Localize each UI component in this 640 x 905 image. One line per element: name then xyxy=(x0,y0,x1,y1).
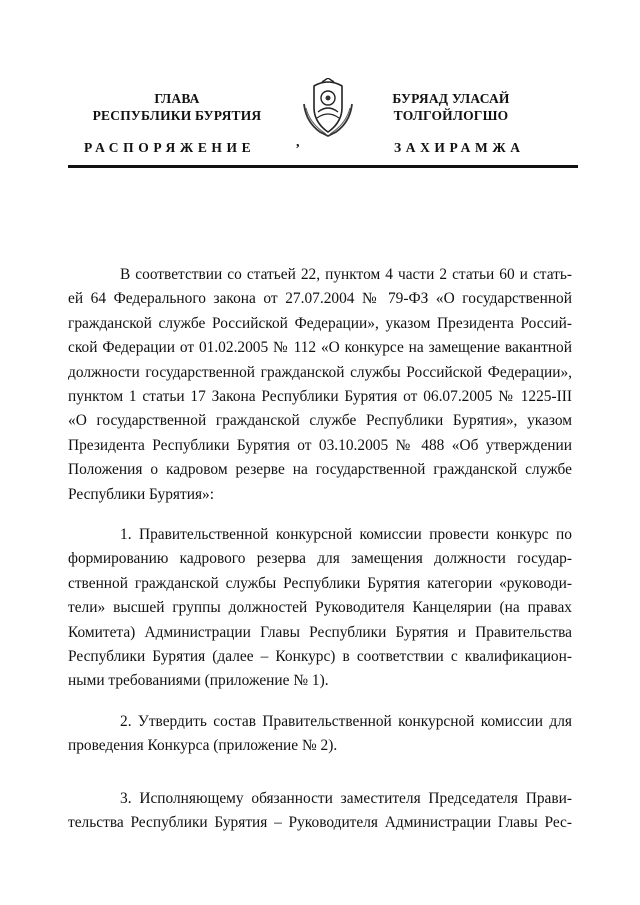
header-divider xyxy=(68,165,578,168)
text-line: тели» высшей группы должностей Руководителя Канцелярии (на правах xyxy=(68,599,572,617)
header-right-line-2: ТОЛГОЙЛОГШО xyxy=(393,108,509,123)
coat-of-arms-icon xyxy=(300,78,356,138)
header-right-line-1: БУРЯАД УЛАСАЙ xyxy=(392,91,510,106)
paragraph-item-2 xyxy=(68,710,572,759)
text-line: 3. Исполняющему обязанности заместителя Председателя Прави- xyxy=(120,790,572,807)
text-line: пунктом 1 статьи 17 Закона Республики Бурятия от 06.07.2005 № 1225-III xyxy=(68,387,572,405)
header-right-block xyxy=(360,90,542,124)
paragraph-item-1 xyxy=(68,523,572,694)
text-line: 2. Утвердить состав Правительственной конкурсной комиссии для xyxy=(120,713,572,730)
text-line: «О государственной гражданской службе Республики Бурятия», указом xyxy=(68,412,572,430)
header-left-line-1: ГЛАВА xyxy=(154,91,200,106)
text-line: формированию кадрового резерва для замещения должности государ- xyxy=(68,550,572,568)
text-line: Положения о кадровом резерве на государственной гражданской службе xyxy=(68,461,572,479)
paragraph-item-3 xyxy=(68,787,572,836)
text-line: Республики Бурятия (далее – Конкурс) в соответствии с квалификацион- xyxy=(68,647,572,665)
text-line: должности государственной гражданской службы Российской Федерации», xyxy=(68,363,572,381)
text-line: Комитета) Администрации Главы Республики Бурятия и Правительства xyxy=(68,623,572,641)
text-line: ными требованиями (приложение № 1). xyxy=(68,672,329,690)
text-line: В соответствии со статьей 22, пунктом 4 части 2 статьи 60 и стать- xyxy=(120,266,572,283)
text-line: ской Федерации от 01.02.2005 № 112 «О конкурсе на замещение вакантной xyxy=(68,339,572,357)
document-type-bua: ЗАХИРАМЖА xyxy=(394,140,525,155)
text-line: 1. Правительственной конкурсной комиссии провести конкурс по xyxy=(120,526,572,543)
text-line: Республики Бурятия»: xyxy=(68,485,214,503)
header-left-block xyxy=(82,90,272,124)
text-line: ей 64 Федерального закона от 27.07.2004 № 79-ФЗ «О государственной xyxy=(68,290,572,308)
text-line: тельства Республики Бурятия – Руководителя Администрации Главы Рес- xyxy=(68,814,572,832)
document-type-ru: РАСПОРЯЖЕНИЕ xyxy=(84,140,256,155)
paragraph-preamble xyxy=(68,263,572,507)
text-line: ственной гражданской службы Республики Бурятия категории «руководи- xyxy=(68,574,572,592)
text-line: Президента Республики Бурятия от 03.10.2005 № 488 «Об утверждении xyxy=(68,436,572,454)
header-comma: , xyxy=(296,135,300,150)
header-left-line-2: РЕСПУБЛИКИ БУРЯТИЯ xyxy=(92,108,262,123)
text-line: проведения Конкурса (приложение № 2). xyxy=(68,737,338,755)
text-line: гражданской службе Российской Федерации», указом Президента Россий- xyxy=(68,314,572,332)
